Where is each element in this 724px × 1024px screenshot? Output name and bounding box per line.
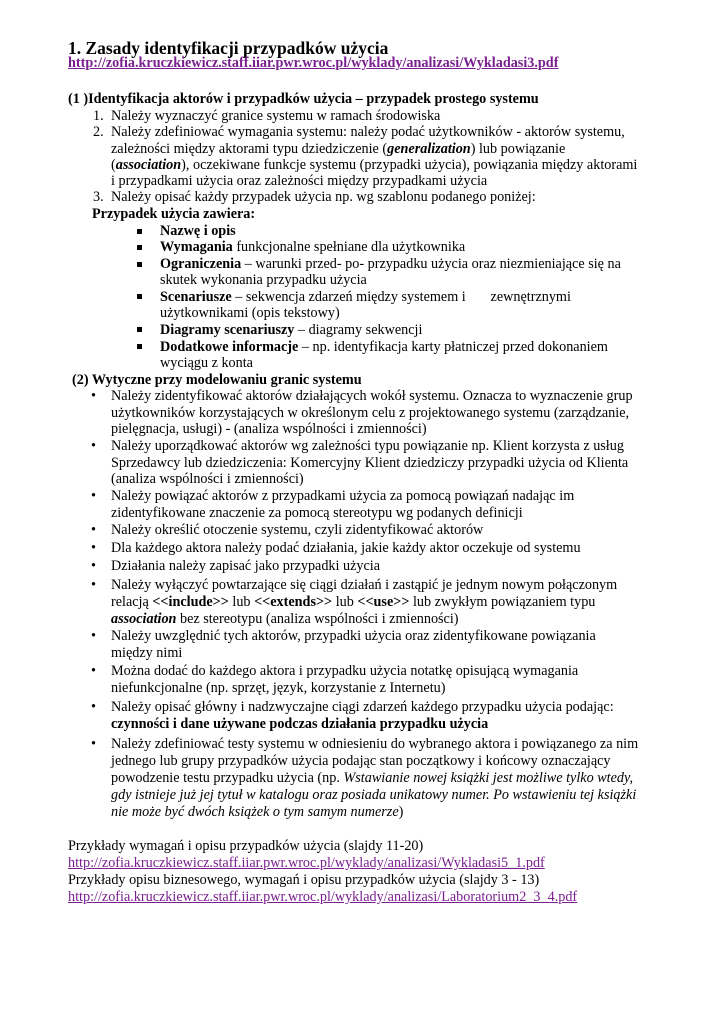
list-number: 1. — [93, 108, 104, 124]
footer-link-1[interactable]: http://zofia.kruczkiewicz.staff.iiar.pwr.wroc.pl/wyklady/analizasi/Wykladasi5_1.pdf — [68, 855, 545, 871]
template-item-scenarios: Scenariusze – sekwencja zdarzeń między systemem i zewnętrznymi — [160, 289, 571, 305]
guideline-11-line1: Należy zdefiniować testy systemu w odniesieniu do wybranego aktora i powiązanego za nim — [111, 736, 639, 752]
list-item-2-line3: (association), oczekiwane funkcje systemu (przypadki użycia), powiązania między aktorami — [111, 157, 638, 173]
square-bullet-icon — [137, 245, 142, 250]
bullet-icon: • — [91, 438, 96, 454]
guideline-11-line2: jednego lub grupy przypadków użycia podając stan początkowy i końcowy oznaczający — [111, 753, 611, 769]
guideline-3-line2: zidentyfikowane znaczenie za pomocą stereotypu wg podanych definicji — [111, 505, 523, 521]
square-bullet-icon — [137, 344, 142, 349]
template-item-additional-cont: wyciągu z konta — [160, 355, 253, 371]
list-item-2-line2: zależności między aktorami typu dziedziczenie (generalization) lub powiązanie — [111, 141, 566, 157]
template-item-constraints: Ograniczenia – warunki przed- po- przypadku użycia oraz niezmieniające się na — [160, 256, 621, 272]
bullet-icon: • — [91, 388, 96, 404]
list-number: 3. — [93, 189, 104, 205]
guideline-2-line2: Sprzedawcy lub dziedziczenia: Komercyjny Klient dziedziczy przypadki użycia od Klienta — [111, 455, 629, 471]
guideline-7-line3: association bez stereotypu (analiza wspólności i zmienności) — [111, 611, 459, 627]
guideline-1-line2: użytkowników korzystających w określonym celu z projektowanego systemu (zarządzanie, — [111, 405, 630, 421]
list-number: 2. — [93, 124, 104, 140]
guideline-10-line2: czynności i dane używane podczas działania przypadku użycia — [111, 716, 489, 732]
list-item-1: Należy wyznaczyć granice systemu w ramach środowiska — [111, 108, 441, 124]
template-item-constraints-cont: skutek wykonania przypadku użycia — [160, 272, 367, 288]
guideline-3-line1: Należy powiązać aktorów z przypadkami użycia za pomocą powiązań nadając im — [111, 488, 575, 504]
guideline-9-line1: Można dodać do każdego aktora i przypadku użycia notatkę opisującą wymagania — [111, 663, 579, 679]
guideline-5: Dla każdego aktora należy podać działania, jakie każdy aktor oczekuje od systemu — [111, 540, 581, 556]
list-item-2-line1: Należy zdefiniować wymagania systemu: należy podać użytkowników - aktorów systemu, — [111, 124, 625, 140]
footer-text-2: Przykłady opisu biznesowego, wymagań i opisu przypadków użycia (slajdy 3 - 13) — [68, 872, 540, 888]
list-item-2-line4: i przypadkami użycia oraz zależności między przypadkami użycia — [111, 173, 488, 189]
guideline-8-line1: Należy uwzględnić tych aktorów, przypadki użycia oraz zidentyfikowane powiązania — [111, 628, 596, 644]
bullet-icon: • — [91, 663, 96, 679]
guideline-11-line5: nie może być dwóch książek o tym samym numerze) — [111, 804, 404, 820]
bullet-icon: • — [91, 736, 96, 752]
template-item-name: Nazwę i opis — [160, 223, 236, 239]
source-link[interactable]: http://zofia.kruczkiewicz.staff.iiar.pwr.wroc.pl/wyklady/analizasi/Wykladasi3.pdf — [68, 55, 559, 71]
bullet-icon: • — [91, 540, 96, 556]
template-item-requirements: Wymagania funkcjonalne spełniane dla użytkownika — [160, 239, 466, 255]
guideline-8-line2: między nimi — [111, 645, 183, 661]
square-bullet-icon — [137, 327, 142, 332]
template-heading: Przypadek użycia zawiera: — [92, 206, 256, 222]
bullet-icon: • — [91, 558, 96, 574]
footer-link-2[interactable]: http://zofia.kruczkiewicz.staff.iiar.pwr.wroc.pl/wyklady/analizasi/Laboratorium2_3_4.pdf — [68, 889, 578, 905]
square-bullet-icon — [137, 262, 142, 267]
template-item-diagrams: Diagramy scenariuszy – diagramy sekwencji — [160, 322, 423, 338]
guideline-10-line1: Należy opisać główny i nadzwyczajne ciągi zdarzeń każdego przypadku użycia podając: — [111, 699, 614, 715]
section1-heading: (1 )Identyfikacja aktorów i przypadków użycia – przypadek prostego systemu — [68, 91, 539, 107]
square-bullet-icon — [137, 229, 142, 234]
bullet-icon: • — [91, 699, 96, 715]
guideline-11-line3: powodzenie testu przypadku użycia (np. Wstawianie nowej książki jest możliwe tylko wtedy, — [111, 770, 634, 786]
footer-text-1: Przykłady wymagań i opisu przypadków użycia (slajdy 11-20) — [68, 838, 424, 854]
bullet-icon: • — [91, 488, 96, 504]
template-item-additional: Dodatkowe informacje – np. identyfikacja karty płatniczej przed dokonaniem — [160, 339, 608, 355]
guideline-2-line1: Należy uporządkować aktorów wg zależności typu powiązanie np. Klient korzysta z usług — [111, 438, 624, 454]
bullet-icon: • — [91, 522, 96, 538]
guideline-9-line2: niefunkcjonalne (np. sprzęt, język, korzystanie z Internetu) — [111, 680, 446, 696]
bullet-icon: • — [91, 577, 96, 593]
square-bullet-icon — [137, 294, 142, 299]
guideline-7-line2: relacją <<include>> lub <<extends>> lub <<use>> lub zwykłym powiązaniem typu — [111, 594, 596, 610]
guideline-2-line3: (analiza wspólności i zmienności) — [111, 471, 304, 487]
bullet-icon: • — [91, 628, 96, 644]
guideline-6: Działania należy zapisać jako przypadki użycia — [111, 558, 381, 574]
guideline-7-line1: Należy wyłączyć powtarzające się ciągi działań i zastąpić je jednym nowym połączonym — [111, 577, 618, 593]
guideline-4: Należy określić otoczenie systemu, czyli zidentyfikować aktorów — [111, 522, 484, 538]
guideline-11-line4: gdy istnieje już jej tytuł w katalogu oraz posiada unikatowy numer. Po wstawieniu tej książki — [111, 787, 637, 803]
section2-heading: (2) Wytyczne przy modelowaniu granic systemu — [72, 372, 362, 388]
list-item-3: Należy opisać każdy przypadek użycia np. wg szablonu podanego poniżej: — [111, 189, 536, 205]
guideline-1-line1: Należy zidentyfikować aktorów działających wokół systemu. Oznacza to wyznaczenie grup — [111, 388, 633, 404]
page-title: 1. Zasady identyfikacji przypadków użycia — [68, 38, 389, 58]
guideline-1-line3: pielęgnacja, usługi) - (analiza wspólności i zmienności) — [111, 421, 427, 437]
template-item-scenarios-cont: użytkownikami (opis tekstowy) — [160, 305, 340, 321]
